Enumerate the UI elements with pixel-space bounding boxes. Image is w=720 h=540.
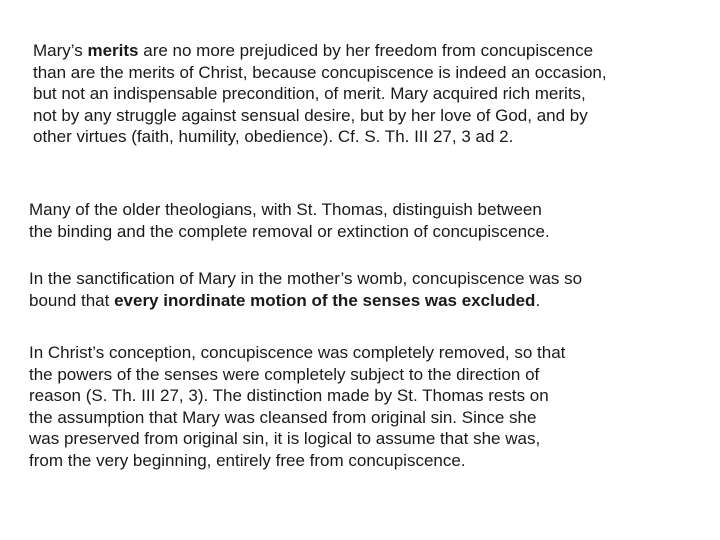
text-line: the binding and the complete removal or extinction of concupiscence. xyxy=(29,221,550,241)
bold-text-merits: merits xyxy=(87,41,139,60)
text-line: Many of the older theologians, with St. Thomas, distinguish between xyxy=(29,200,542,219)
text-line: In Christ’s conception, concupiscence was completely removed, so that xyxy=(29,343,566,362)
text-line xyxy=(33,40,607,62)
text-run: . xyxy=(535,290,541,310)
text-line: reason (S. Th. III 27, 3). The distinction made by St. Thomas rests on xyxy=(29,386,549,405)
text-line: the assumption that Mary was cleansed from original sin. Since she xyxy=(29,407,537,427)
text-line: not by any struggle against sensual desire, but by her love of God, and by xyxy=(33,105,588,125)
text-run: bound that xyxy=(29,290,115,310)
text-line: other virtues (faith, humility, obedience). Cf. S. Th. III 27, 3 ad 2. xyxy=(33,127,514,146)
text-line: than are the merits of Christ, because concupiscence is indeed an occasion, xyxy=(33,62,607,82)
text-line: but not an indispensable precondition, of merit. Mary acquired rich merits, xyxy=(33,84,586,103)
bold-text-excluded: every inordinate motion of the senses was excluded xyxy=(114,290,536,310)
text-run: Mary’s xyxy=(33,41,88,60)
paragraph-christ-conception xyxy=(29,342,565,471)
text-line: the powers of the senses were completely subject to the direction of xyxy=(29,364,540,384)
text-line: from the very beginning, entirely free from concupiscence. xyxy=(29,450,466,470)
paragraph-sanctification xyxy=(29,268,582,311)
text-line: was preserved from original sin, it is logical to assume that she was, xyxy=(29,429,541,448)
paragraph-older-theologians xyxy=(29,199,550,242)
paragraph-merits xyxy=(33,40,607,148)
text-run: are no more prejudiced by her freedom from concupiscence xyxy=(138,41,594,60)
text-line: In the sanctification of Mary in the mother’s womb, concupiscence was so xyxy=(29,269,583,288)
text-line xyxy=(29,290,582,312)
